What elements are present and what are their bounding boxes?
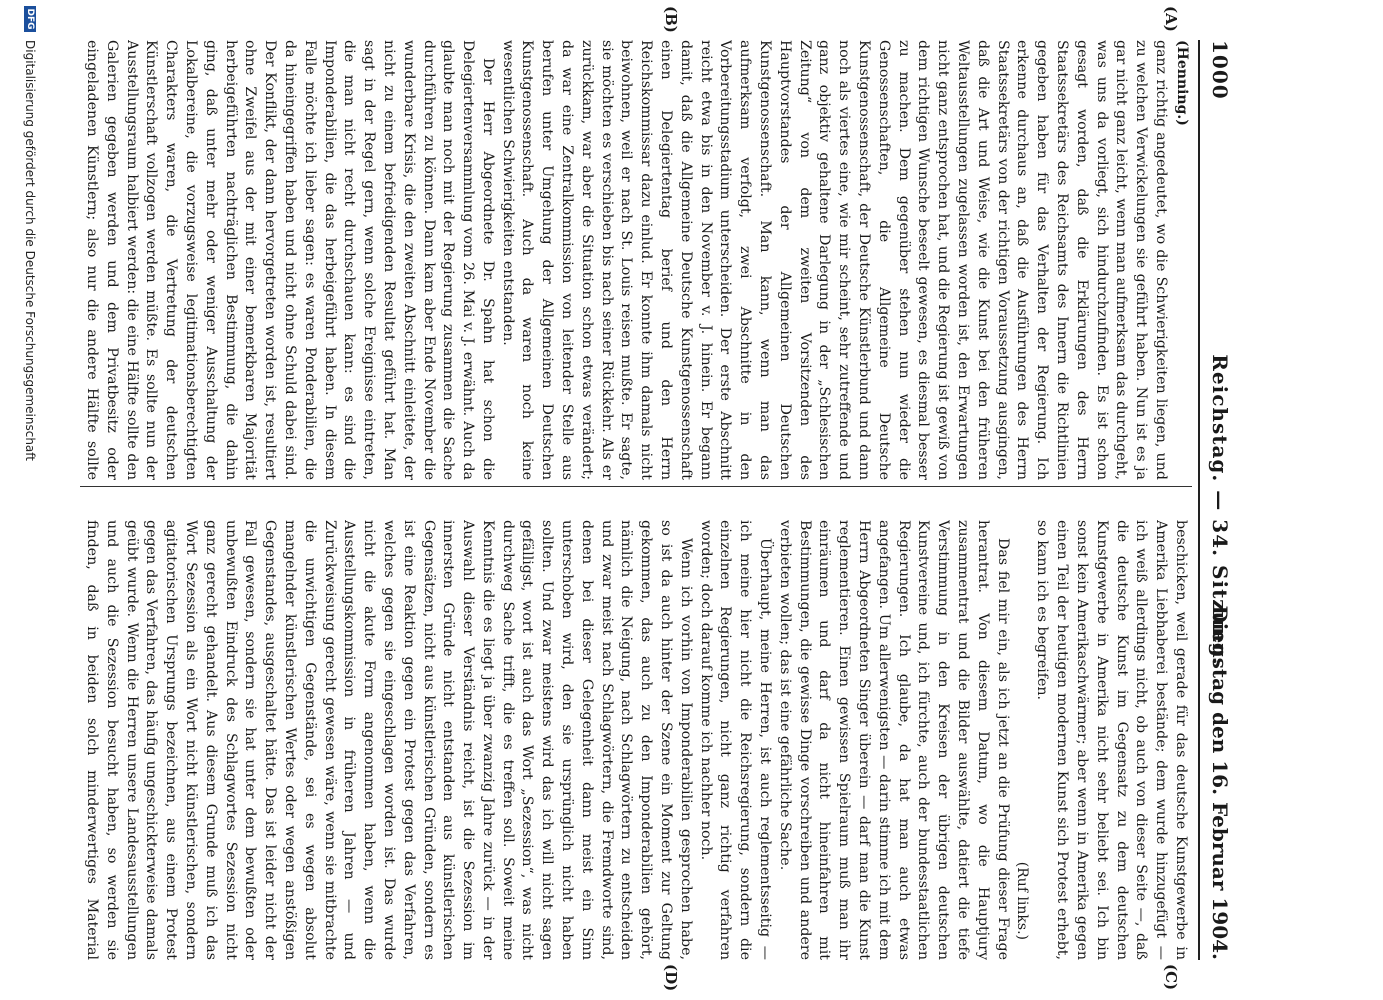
digitization-note: Digitalisierung gefördert durch die Deutsche Forschungsgemeinschaft [23, 40, 37, 462]
body-paragraph: beschicken, weil gerade für das deutsche Kunstgewerbe in Amerika Liebhaberei bestände; dem wurde hinzugefügt — ich weiß allerdings nicht, ob auch von dieser Seite —, daß die deutsche Kunst im Gegensatz zu dem deutschen Kunstgewerbe in Amerika nicht sehr beliebt sei. Ich bin sonst kein Amerikaschwärmer; aber wenn in Amerika gegen einen Teil der heutigen modernen Kunst sich Protest erhebt, so kann ich es begreifen. [1034, 520, 1189, 960]
page-number: 1000 [1208, 40, 1232, 100]
running-title: Reichstag. — 34. Sitzung. [1208, 354, 1232, 666]
body-paragraph: ganz richtig angedeutet, wo die Schwierigkeiten liegen, und zu welchen Verwickelungen sie geführt haben. Nun ist es ja gar nicht ganz leicht, wenn man aufmerksam das durchgeht, was uns da vorliegt, sich hindurchzufinden. Es ist schon gesagt worden, daß die Erklärungen des Herrn Staatssekretärs des Reichsamts des Innern die Richtlinien gegeben haben für das Verhalten der Regierung. Ich erkenne durchaus an, daß die Ausführungen des Herrn Staatssekretärs von der richtigen Voraussetzung ausgingen, daß die Art und Weise, wie die Kunst bei den früheren Weltausstellungen zugelassen worden ist, den Erwartungen nicht ganz entsprochen hat, und die Regierung ist gewiß von dem richtigen Wunsche beseelt gewesen, es diesmal besser zu machen. Dem gegenüber stehen nun wieder die Genossenschaften, die Allgemeine Deutsche Kunstgenossenschaft, der Deutsche Künstlerbund und dann noch als viertes eine, wie mir scheint, sehr zutreffende und ganz objektiv gehaltene Darlegung in der „Schlesischen Zeitung“ von dem zweiten Vorsitzenden des Hauptvorstandes der Allgemeinen Deutschen Kunstgenossenschaft. Man kann, wenn man das aufmerksam verfolgt, zwei Abschnitte in den Vorbereitungsstadium unterscheiden. Der erste Abschnitt reicht etwa bis in den November v. J. hinein. Er begann damit, daß die Allgemeine Deutsche Kunstgenossenschaft einen Delegiertentag berief und den Herrn Reichskommissar dazu einlud. Er konnte ihm damals nicht beiwohnen, weil er nach St. Louis reisen mußte. Er sagte, sie möchten es verschieben bis nach seiner Rückkehr. Als er zurückkam, war aber die Situation schon etwas verändert; da war eine Zentralkommission von leitender Stelle aus berufen unter Umgehung der Allgemeinen Deutschen Kunstgenossenschaft. Auch da waren noch keine wesentlichen Schwierigkeiten entstanden. [499, 40, 1169, 480]
body-paragraph: Wenn ich vorhin von Imponderabilien gesprochen habe, so ist da auch hinter der Szene ein Moment zur Geltung gekommen, das auch zu den Imponderabilien gehört, nämlich die Neigung, nach Schlagwörtern zu entscheiden und zwar meist nach Schlagwörtern, die Fremdworte sind, denen bei dieser Gelegenheit dann meist ein Sinn unterschoben wird, den sie ursprünglich nicht haben sollten. Und zwar meistens wird das ich will nicht sagen gefälligst, wort ist auch das Wort „Sezession“, was nicht durchweg Sache trifft, die es treffen soll. Soweit meine Kenntnis die es liegt ja über zwanzig Jahre zurück — in der Auswahl dieser Verständnis reicht, ist die Sezession im innersten Gründe nicht entstanden aus künstlerischen Gegensätzen, nicht aus künstlerischen Gründen, sondern es ist eine Reaktion gegen ein Protest gegen das Verfahren, welches gegen sie eingeschlagen worden ist. Das wurde nicht die akute Form angenommen haben, wenn die Ausstellungskommission in früheren Jahren — und Zurückweisung gerecht gewesen wäre, wenn sie mitbrachte die unwichtigen Gegenstände, sei es wegen absolut mangelnder künstlerischen Wertes oder wegen anstößigen Gegenstandes, ausgeschaltet hätte. Das ist leider nicht der Fall gewesen, sondern sie hat unter dem bewußten oder unbewußten Eindruck des Schlagwortes Sezession nicht ganz gerecht gehandelt. Aus diesem Grunde muß ich das Wort Sezession als ein Wort nicht künstlerischen, sondern agitatorischen Ursprungs bezeichnen, aus einem Protest gegen das Verfahren, das häufig ungeschickterweise damals geübt wurde. Wenn die Herren unsere Landesausstellungen und auch die Sezession besucht haben, so werden sie finden, daß in beiden solch minderwertiges Material [83, 520, 694, 960]
margin-mark-b: (B) [662, 6, 680, 33]
column-divider [80, 486, 1192, 487]
margin-mark-c: (C) [1162, 964, 1180, 991]
interjection: (Ruf links.) [1013, 861, 1030, 940]
running-date: Dienstag den 16. Februar 1904. [1208, 605, 1232, 960]
body-paragraph: Überhaupt, meine Herren, ist auch reglementsseitig — ich meine hier nicht die Reichsregierung, sondern die einzelnen Regierungen, nicht ganz richtig verfahren worden; doch darauf komme ich nachher noch. [697, 520, 774, 960]
body-paragraph: Das fiel mir ein, als ich jetzt an die Prüfung dieser Frage herantrat. Von diesem Datum, wo die Hauptjury zusammentrat und die Bilder auswählte, datiert die tiefe Verstimmung in den Kreisen der übrigen deutschen Kunstvereine und, ich fürchte, auch der bundesstaatlichen Regierungen. Ich glaube, da hat man auch etwas angefangen. Um allerwenigsten — darin stimme ich mit dem Herrn Abgeordneten Singer überein — darf man die Kunst reglementieren. Einen gewissen Spielraum muß man ihr einräumen und darf da nicht hineinfahren mit Bestimmungen, die gewisse Dinge vorschreiben und andere verbieten wollen; das ist eine gefährliche Sache. [776, 520, 1011, 960]
right-column [80, 520, 1190, 960]
dfg-logo: DFG [24, 6, 36, 32]
margin-mark-a: (A) [1162, 6, 1180, 32]
left-column [80, 40, 1190, 480]
digitization-footer [10, 0, 50, 1000]
margin-mark-d: (D) [662, 964, 680, 992]
body-paragraph: Der Herr Abgeordnete Dr. Spahn hat schon die Delegiertenversammlung vom 26. Mai v. J. erwähnt. Auch da glaubte man noch mit der Regierung zusammen die Sache durchführen zu können. Dann kam aber Ende November die wunderbare Krisis, die den zweiten Abschnitt einleitete, der nicht zu einem befriedigenden Resultat geführt hat. Man sagt in der Regel gern, wenn solche Ereignisse eintreten, die man nicht recht durchschauen kann: es sind die Imponderabilien, die das herbeigeführt haben. In diesem Falle möchte ich lieber sagen: es waren Ponderabilien, die da hineingegriffen haben und nicht ohne Schuld dabei sind. Der Konflikt, der dann hervorgetreten worden ist, resultiert ohne Zweifel aus der mit einer bemerkbaren Majorität herbeigeführten nachträglichen Bestimmung, die dahin ging, daß unter mehr oder weniger Ausschaltung der Lokalbereine, die vorzugsweise legitimationsberechtigten Charakters waren, die Vertretung der deutschen Künstlerschaft vollzogen werden müßte. Es sollte nun der Ausstellungsraum halbiert werden: die eine Hälfte sollte den Galerien gegeben werden und dem Privatbesitz oder eingeladenen Künstlern; also nur die andere Hälfte sollte [83, 40, 496, 480]
speaker-name: (Henning.) [1174, 40, 1190, 126]
page-header [1198, 40, 1240, 960]
